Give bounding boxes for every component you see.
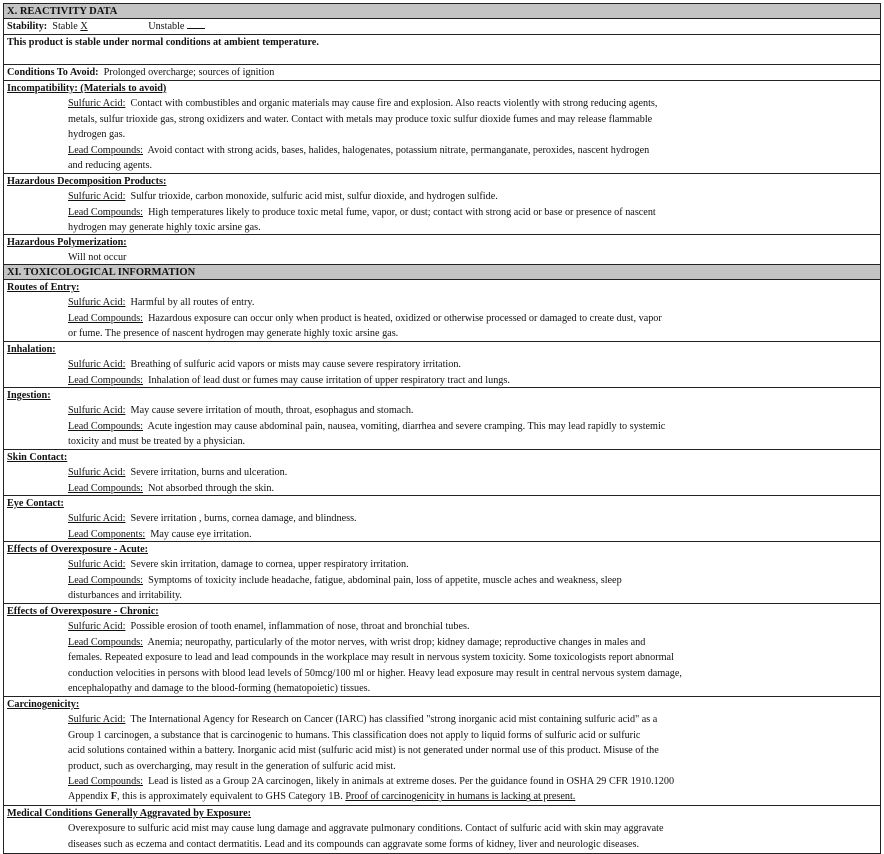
carcino-appendix-text: , this is approximately equivalent to GHS Category 1B. [116, 791, 346, 803]
carcino-sa-line: Group 1 carcinogen, a substance that is carcinogenic to humans. This classification does not apply to liquid forms of sulfuric acid or sulfuric [68, 729, 641, 741]
skin-lc-line: Not absorbed through the skin. [148, 482, 274, 494]
acute-lc-label: Lead Compounds: [68, 574, 143, 586]
carcino-sa-line: product, such as overcharging, may result in the generation of sulfuric acid mist. [68, 760, 396, 772]
skin-label: Skin Contact: [7, 452, 68, 463]
skin-block [4, 450, 880, 496]
acute-label: Effects of Overexposure - Acute: [7, 544, 149, 555]
polymerization-block [4, 235, 880, 265]
chronic-lc-line: Anemia; neuropathy, particularly of the motor nerves, with wrist drop; kidney damage; reproductive changes in males and [147, 636, 646, 648]
carcino-appendix-prefix: Appendix [68, 791, 111, 803]
carcinogenicity-label: Carcinogenicity: [7, 699, 80, 710]
unstable-option: Unstable [148, 21, 185, 32]
section-x-header [4, 4, 880, 19]
routes-label: Routes of Entry: [7, 282, 80, 293]
carcino-sa-label: Sulfuric Acid: [68, 714, 126, 726]
carcino-sa-line: acid solutions contained within a battery. Inorganic acid mist (sulfuric acid mist) is not generated under normal use of this product. Misuse of the [68, 745, 659, 757]
conditions-row [4, 65, 880, 81]
stable-statement: This product is stable under normal conditions at ambient temperature. [7, 37, 319, 48]
ingestion-block [4, 388, 880, 450]
eye-block [4, 496, 880, 542]
routes-lc-line: Hazardous exposure can occur only when product is heated, oxidized or otherwise processed or damaged to create dust, vapor [148, 312, 662, 324]
conditions-text: Prolonged overcharge; sources of ignition [103, 67, 275, 78]
chronic-sa-line: Possible erosion of tooth enamel, inflammation of nose, throat and bronchial tubes. [130, 621, 470, 633]
routes-block [4, 280, 880, 342]
chronic-label: Effects of Overexposure - Chronic: [7, 606, 159, 617]
eye-lc-label: Lead Components: [68, 528, 146, 540]
polymerization-label: Hazardous Polymerization: [7, 237, 127, 248]
incompat-lc-label: Lead Compounds: [68, 144, 143, 156]
eye-sa-label: Sulfuric Acid: [68, 513, 126, 525]
stable-statement-row [4, 35, 880, 65]
ingestion-lc-line: toxicity and must be treated by a physician. [68, 436, 246, 448]
eye-sa-line: Severe irritation , burns, cornea damage, and blindness. [130, 513, 357, 525]
chronic-lc-line: encephalopathy and damage to the blood-forming (hematopoietic) tissues. [68, 683, 371, 695]
skin-lc-label: Lead Compounds: [68, 482, 143, 494]
inhalation-sa-line: Breathing of sulfuric acid vapors or mists may cause severe respiratory irritation. [130, 359, 461, 371]
ingestion-lc-label: Lead Compounds: [68, 420, 143, 432]
carcino-lc-label: Lead Compounds: [68, 776, 143, 788]
eye-lc-line: May cause eye irritation. [150, 528, 252, 540]
unstable-blank [187, 19, 205, 29]
stability-row [4, 19, 880, 35]
acute-sa-line: Severe skin irritation, damage to cornea, upper respiratory irritation. [130, 559, 409, 571]
carcino-sa-line: The International Agency for Research on Cancer (IARC) has classified "strong inorganic acid mist containing sulfuric acid" as a [130, 714, 658, 726]
ingestion-label: Ingestion: [7, 390, 51, 401]
decomp-sa-label: Sulfuric Acid: [68, 191, 126, 203]
carcino-lc-line: Lead is listed as a Group 2A carcinogen, likely in animals at extreme doses. Per the guidance found in OSHA 29 CFR 1910.1200 [148, 776, 675, 788]
routes-lc-line: or fume. The presence of nascent hydrogen may generate highly toxic arsine gas. [68, 328, 399, 340]
acute-lc-line: disturbances and irritability. [68, 590, 182, 602]
medical-conditions-line: diseases such as eczema and contact dermatitis. Lead and its compounds can aggravate some forms of kidney, liver and neurologic diseases. [68, 838, 640, 850]
chronic-lc-line: females. Repeated exposure to lead and lead compounds in the workplace may result in nervous system toxicity. Some toxicologists report abnormal [68, 652, 674, 664]
carcinogenicity-block [4, 697, 880, 806]
eye-label: Eye Contact: [7, 498, 64, 509]
medical-conditions-block [4, 806, 880, 854]
inhalation-block [4, 342, 880, 388]
decomp-lc-label: Lead Compounds: [68, 206, 143, 218]
incompat-sa-label: Sulfuric Acid: [68, 98, 126, 110]
routes-sa-line: Harmful by all routes of entry. [130, 297, 255, 309]
incompat-lc-line: and reducing agents. [68, 160, 153, 172]
skin-sa-label: Sulfuric Acid: [68, 467, 126, 479]
ingestion-sa-label: Sulfuric Acid: [68, 405, 126, 417]
conditions-label: Conditions To Avoid: [7, 67, 99, 78]
routes-sa-label: Sulfuric Acid: [68, 297, 126, 309]
inhalation-lc-label: Lead Compounds: [68, 374, 143, 386]
incompat-sa-line: Contact with combustibles and organic materials may cause fire and explosion. Also reacts violently with strong reducing agents, [130, 98, 658, 110]
decomposition-label: Hazardous Decomposition Products: [7, 176, 167, 187]
incompat-sa-line: hydrogen gas. [68, 129, 126, 141]
section-x-title: X. REACTIVITY DATA [7, 6, 118, 17]
incompatibility-label: Incompatibility: (Materials to avoid) [7, 83, 167, 94]
acute-block [4, 542, 880, 604]
ingestion-sa-line: May cause severe irritation of mouth, throat, esophagus and stomach. [130, 405, 414, 417]
ingestion-lc-line: Acute ingestion may cause abdominal pain, nausea, vomiting, diarrhea and severe cramping. This may lead rapidly to systemic [147, 420, 666, 432]
inhalation-lc-line: Inhalation of lead dust or fumes may cause irritation of upper respiratory tract and lungs. [148, 374, 510, 386]
acute-sa-label: Sulfuric Acid: [68, 559, 126, 571]
incompat-lc-line: Avoid contact with strong acids, bases, halides, halogenates, potassium nitrate, permanganate, peroxides, nascent hydrogen [147, 144, 650, 156]
chronic-block [4, 604, 880, 697]
chronic-lc-label: Lead Compounds: [68, 636, 143, 648]
medical-conditions-label: Medical Conditions Generally Aggravated by Exposure: [7, 808, 252, 819]
incompatibility-block [4, 81, 880, 174]
carcino-proof-statement: Proof of carcinogenicity in humans is lacking at present. [345, 791, 576, 803]
stable-mark: X [80, 21, 88, 32]
inhalation-label: Inhalation: [7, 344, 56, 355]
decomposition-block [4, 174, 880, 235]
inhalation-sa-label: Sulfuric Acid: [68, 359, 126, 371]
section-xi-header [4, 265, 880, 280]
chronic-lc-line: conduction velocities in persons with blood lead levels of 50mcg/100 ml or higher. Heavy lead exposure may result in central nervous system damage, [68, 667, 682, 679]
incompat-sa-line: metals, sulfur trioxide gas, strong oxidizers and water. Contact with metals may produce toxic sulfur dioxide fumes and may release flammable [68, 113, 653, 125]
msds-sheet [3, 3, 881, 854]
medical-conditions-line: Overexposure to sulfuric acid mist may cause lung damage and aggravate pulmonary conditions. Contact of sulfuric acid with skin may aggravate [68, 823, 664, 835]
stable-option: Stable [52, 21, 78, 32]
decomp-sa-line: Sulfur trioxide, carbon monoxide, sulfuric acid mist, sulfur dioxide, and hydrogen sulfide. [130, 191, 498, 203]
chronic-sa-label: Sulfuric Acid: [68, 621, 126, 633]
stability-label: Stability: [7, 21, 48, 32]
acute-lc-line: Symptoms of toxicity include headache, fatigue, abdominal pain, loss of appetite, muscle aches and weakness, sleep [148, 574, 622, 586]
polymerization-text: Will not occur [68, 252, 127, 264]
carcino-appendix-letter: F [110, 791, 117, 803]
decomp-lc-line: High temperatures likely to produce toxic metal fume, vapor, or dust; contact with strong acid or base or presence of nascent [148, 206, 656, 218]
skin-sa-line: Severe irritation, burns and ulceration. [130, 467, 288, 479]
decomp-lc-line: hydrogen may generate highly toxic arsine gas. [68, 222, 261, 234]
routes-lc-label: Lead Compounds: [68, 312, 143, 324]
section-xi-title: XI. TOXICOLOGICAL INFORMATION [7, 267, 196, 278]
